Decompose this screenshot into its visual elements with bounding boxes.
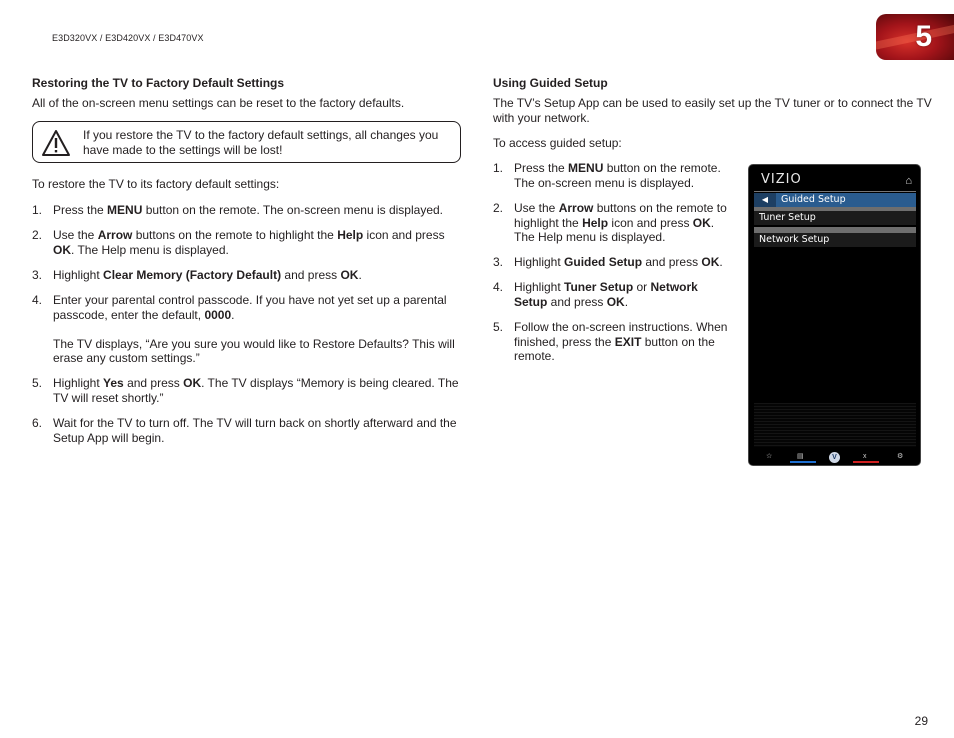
step-text: Use the Arrow buttons on the remote to highlight the Help icon and press OK. The Help menu is displayed. (514, 201, 727, 244)
guided-lead: To access guided setup: (493, 136, 622, 150)
step-text: Press the MENU button on the remote. The on-screen menu is displayed. (53, 203, 443, 217)
step-text: Highlight Clear Memory (Factory Default) and press OK. (53, 268, 362, 282)
restore-lead: To restore the TV to its factory default settings: (32, 177, 280, 191)
vizio-logo: VIZIO (761, 172, 802, 187)
step-number: 6. (32, 416, 43, 430)
gear-icon[interactable]: ⚙ (897, 453, 904, 460)
step-number: 2. (32, 228, 43, 242)
back-arrow-icon[interactable]: ◀ (754, 193, 776, 207)
step-text: Press the MENU button on the remote. The on-screen menu is displayed. (514, 161, 721, 190)
step-number: 5. (493, 320, 504, 334)
menu-item-label: Tuner Setup (759, 212, 816, 223)
menu-item-label: Network Setup (759, 234, 830, 245)
menu-item-tuner-setup[interactable] (754, 211, 916, 225)
step-number: 1. (493, 161, 504, 175)
warning-text: If you restore the TV to the factory default settings, all changes you have made to the settings will be lost! (83, 128, 439, 157)
section-title-guided: Using Guided Setup (493, 76, 608, 90)
step-text: Highlight Yes and press OK. The TV displays “Memory is being cleared. The TV will reset shortly.” (53, 376, 459, 405)
close-icon[interactable]: x (863, 453, 867, 460)
step-text: Wait for the TV to turn off. The TV will turn back on shortly afterward and the Setup App will begin. (53, 416, 457, 445)
widget-underline (790, 461, 816, 463)
menu-header-guided-setup[interactable] (754, 193, 916, 207)
step-number: 5. (32, 376, 43, 390)
star-icon[interactable]: ☆ (766, 453, 773, 460)
menu-item-network-setup[interactable] (754, 233, 916, 247)
step-text: Follow the on-screen instructions. When finished, press the EXIT button on the remote. (514, 320, 728, 363)
tv-footer-bar (749, 449, 920, 465)
section-title-restore: Restoring the TV to Factory Default Settings (32, 76, 285, 90)
step-text: Highlight Tuner Setup or Network Setup and press OK. (514, 280, 698, 309)
step-text: Highlight Guided Setup and press OK. (514, 255, 723, 269)
step-number: 2. (493, 201, 504, 215)
menu-header-label: Guided Setup (781, 194, 846, 205)
warning-triangle-icon (41, 129, 71, 157)
step-text: Use the Arrow buttons on the remote to highlight the Help icon and press OK. The Help menu is displayed. (53, 228, 445, 257)
step-number: 1. (32, 203, 43, 217)
menu-background-texture (754, 403, 916, 447)
step-number: 3. (493, 255, 504, 269)
step-text: Enter your parental control passcode. If you have not yet set up a parental passcode, enter the default, 0000. The TV displays, “Are you sure you would like to Restore Defaults? This will erase any custom settings.” (53, 293, 455, 365)
guided-intro: The TV’s Setup App can be used to easily set up the TV tuner or to connect the TV with your network. (493, 96, 932, 125)
step-number: 3. (32, 268, 43, 282)
vizio-v-icon[interactable]: V (829, 452, 840, 463)
model-numbers: E3D320VX / E3D420VX / E3D470VX (52, 33, 204, 43)
chapter-tab (876, 14, 954, 60)
warning-box (32, 121, 461, 163)
tv-menu-screenshot (748, 164, 921, 466)
restore-intro: All of the on-screen menu settings can be reset to the factory defaults. (32, 96, 405, 110)
home-icon[interactable]: ⌂ (905, 175, 912, 187)
divider (754, 191, 916, 192)
close-underline (853, 461, 879, 463)
widget-icon[interactable]: ▤ (797, 453, 804, 460)
chapter-number: 5 (915, 20, 932, 53)
step-number: 4. (32, 293, 43, 307)
page-number: 29 (914, 714, 928, 728)
step-number: 4. (493, 280, 504, 294)
